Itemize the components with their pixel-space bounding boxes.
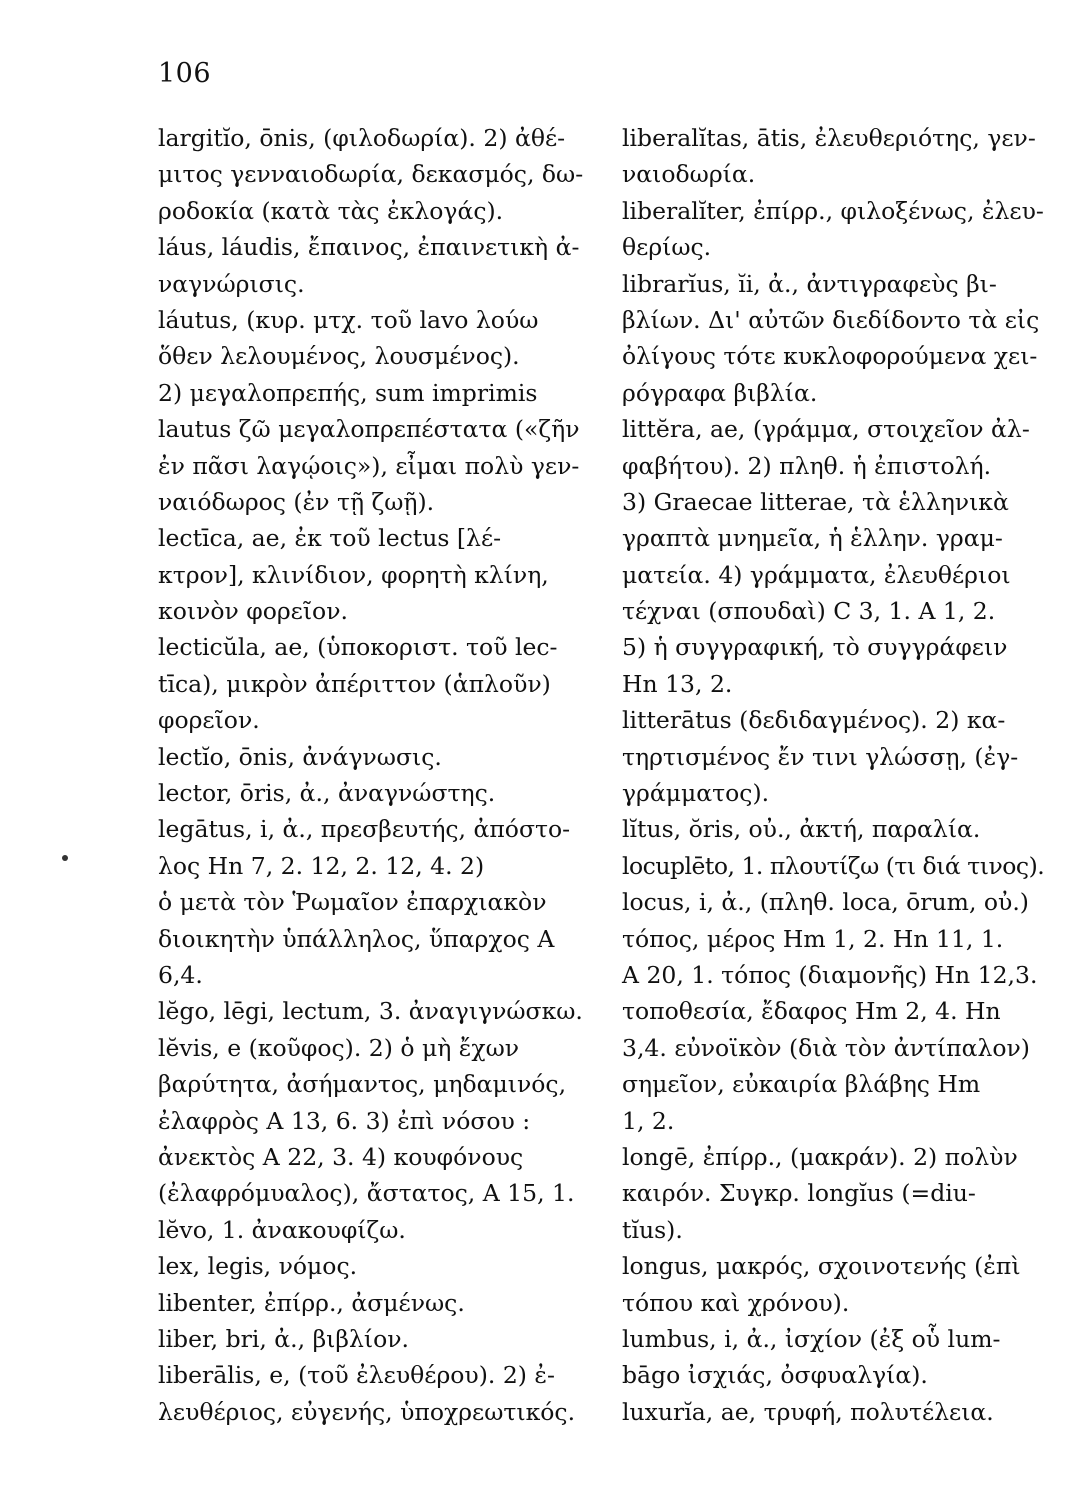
dictionary-line: lumbus, i, ἀ., ἰσχίον (ἐξ οὗ lum- [622,1324,1001,1353]
dictionary-line: τόπου καὶ χρόνου). [622,1288,850,1317]
dictionary-line: lautus ζῶ μεγαλοπρεπέστατα («ζῆν [158,415,580,444]
dictionary-line: τόπος, μέρος Hm 1, 2. Hn 11, 1. [622,924,1004,953]
dictionary-line: longē, ἐπίρρ., (μακράν). 2) πολὺν [622,1142,1018,1171]
dictionary-line: liber, bri, ἀ., βιβλίον. [158,1324,409,1353]
dictionary-line: A 20, 1. τόπος (διαμονῆς) Hn 12,3. [622,960,1038,989]
dictionary-line: lectīca, ae, ἐκ τοῦ lectus [λέ- [158,524,502,553]
dictionary-line: ναιοδωρία. [622,160,756,189]
dictionary-line: litterātus (δεδιδαγμένος). 2) κα- [622,706,1006,735]
dictionary-line: 2) μεγαλοπρεπής, sum imprimis [158,378,538,407]
dictionary-line: lex, legis, νόμος. [158,1252,358,1281]
dictionary-line: lector, ōris, ἀ., ἀναγνώστης. [158,779,496,808]
dictionary-line: legātus, i, ἀ., πρεσβευτής, ἀπόστο- [158,815,571,844]
dictionary-line: tĭus). [622,1215,683,1244]
dictionary-line: ὅθεν λελουμένος, λουσμένος). [158,342,520,371]
dictionary-line: μιτος γενναιοδωρία, δεκασμός, δω- [158,160,584,189]
dictionary-line: lĕgo, lēgi, lectum, 3. ἀναγιγνώσκω. [158,997,583,1026]
dictionary-line: luxurĭa, ae, τρυφή, πολυτέλεια. [622,1397,994,1426]
dictionary-line: liberālis, e, (τοῦ ἐλευθέρου). 2) ἐ- [158,1361,555,1390]
stray-dot [62,855,68,861]
left-column [158,120,598,1430]
right-column [622,120,1062,1430]
dictionary-line: βαρύτητα, ἀσήμαντος, μηδαμινός, [158,1070,567,1099]
dictionary-line: ὀλίγους τότε κυκλοφορούμενα χει- [622,342,1038,371]
dictionary-line: largitĭo, ōnis, (φιλοδωρία). 2) ἀθέ- [158,124,566,152]
dictionary-line: 5) ἡ συγγραφική, τὸ συγγράφειν [622,633,1008,662]
dictionary-line: τοποθεσία, ἔδαφος Hm 2, 4. Hn [622,997,1001,1026]
dictionary-line: ροδοκία (κατὰ τὰς ἐκλογάς). [158,196,504,225]
dictionary-line: lĕvo, 1. ἀνακουφίζω. [158,1215,406,1244]
dictionary-line: ὁ μετὰ τὸν Ῥωμαῖον ἐπαρχιακὸν [158,888,547,917]
dictionary-line: 6,4. [158,960,203,989]
dictionary-line: locus, i, ἀ., (πληθ. loca, ōrum, οὐ.) [622,888,1029,917]
dictionary-line: 3) Graecae litterae, τὰ ἑλληνικὰ [622,487,1009,516]
dictionary-line: (ἐλαφρόμυαλος), ἄστατος, A 15, 1. [158,1179,575,1208]
dictionary-line: librarĭus, ĭi, ἀ., ἀντιγραφεὺς βι- [622,269,997,298]
dictionary-line: liberalĭtas, ātis, ἐλευθεριότης, γεν- [622,124,1036,152]
dictionary-line: lecticŭla, ae, (ὑποκοριστ. τοῦ lec- [158,633,558,662]
dictionary-line: ναγνώρισις. [158,269,305,298]
dictionary-line: τηρτισμένος ἔν τινι γλώσσῃ, (ἐγ- [622,742,1019,771]
dictionary-line: λευθέριος, εὐγενής, ὑποχρεωτικός. [158,1397,576,1426]
dictionary-line: κοινὸν φορεῖον. [158,597,348,626]
dictionary-line: liberalĭter, ἐπίρρ., φιλοξένως, ἐλευ- [622,196,1044,225]
dictionary-line: 3,4. εὐνοϊκὸν (διὰ τὸν ἀντίπαλον) [622,1033,1030,1062]
dictionary-line: ἀνεκτὸς A 22, 3. 4) κουφόνους [158,1142,524,1171]
dictionary-line: διοικητὴν ὑπάλληλος, ὕπαρχος A [158,924,555,953]
dictionary-line: ἐν πᾶσι λαγῴοις»), εἶμαι πολὺ γεν- [158,451,580,480]
dictionary-line: locuplēto, 1. πλουτίζω (τι διά τινος). [622,851,1045,880]
dictionary-line: βλίων. Δι' αὐτῶν διεδίδοντο τὰ εἰς [622,305,1040,334]
dictionary-line: lĕvis, e (κοῦφος). 2) ὁ μὴ ἔχων [158,1033,520,1062]
dictionary-line: littĕra, ae, (γράμμα, στοιχεῖον ἀλ- [622,415,1030,444]
dictionary-line: longus, μακρός, σχοινοτενής (ἐπὶ [622,1252,1021,1281]
dictionary-line: γράμματος). [622,779,770,808]
dictionary-line: lĭtus, ŏris, οὐ., ἀκτή, παραλία. [622,815,981,844]
dictionary-line: lectĭo, ōnis, ἀνάγνωσις. [158,742,442,771]
dictionary-line: λος Hn 7, 2. 12, 2. 12, 4. 2) [158,851,485,880]
dictionary-line: ἐλαφρὸς A 13, 6. 3) ἐπὶ νόσου : [158,1106,531,1135]
dictionary-line: láutus, (κυρ. μτχ. τοῦ lavo λούω [158,305,539,334]
dictionary-line: γραπτὰ μνημεῖα, ἡ ἑλλην. γραμ- [622,524,1003,553]
dictionary-line: καιρόν. Συγκρ. longĭus (=diu- [622,1179,976,1208]
dictionary-line: Hn 13, 2. [622,669,733,698]
dictionary-line: láus, láudis, ἔπαινος, ἐπαινετικὴ ἀ- [158,233,580,262]
dictionary-line: θερίως. [622,233,712,262]
dictionary-line: σημεῖον, εὐκαιρία βλάβης Hm [622,1070,981,1099]
dictionary-line: φορεῖον. [158,706,260,735]
dictionary-line: τέχναι (σπουδαὶ) C 3, 1. A 1, 2. [622,597,996,626]
dictionary-line: κτρον], κλινίδιον, φορητὴ κλίνη, [158,560,549,589]
page-number: 106 [158,58,212,89]
dictionary-line: bāgo ἰσχιάς, ὀσφυαλγία). [622,1361,928,1390]
dictionary-line: tīca), μικρὸν ἀπέριττον (ἁπλοῦν) [158,669,551,698]
dictionary-line: libenter, ἐπίρρ., ἀσμένως. [158,1288,465,1317]
dictionary-line: ναιόδωρος (ἐν τῇ ζωῇ). [158,487,435,516]
dictionary-line: ρόγραφα βιβλία. [622,378,818,407]
dictionary-line: φαβήτου). 2) πληθ. ἡ ἐπιστολή. [622,451,992,480]
dictionary-line: ματεία. 4) γράμματα, ἐλευθέριοι [622,560,1011,589]
dictionary-line: 1, 2. [622,1106,675,1135]
